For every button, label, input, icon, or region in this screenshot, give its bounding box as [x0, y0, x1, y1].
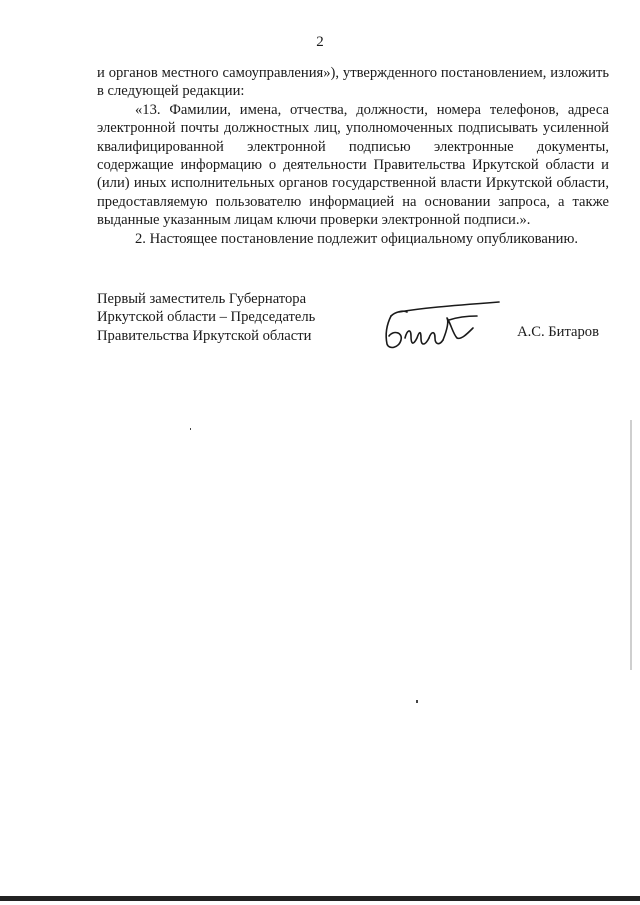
signer-title-line: Иркутской области – Председатель [97, 309, 316, 326]
scan-bottom-edge [0, 896, 640, 901]
paragraph-continuation: и органов местного самоуправления»), утвержденного постановлением, изложить в следующей редакции: [97, 65, 609, 100]
handwritten-signature [377, 294, 507, 354]
signer-title-line: Правительства Иркутской области [97, 327, 312, 344]
scan-edge-shadow [630, 420, 632, 670]
signer-name: А.С. Битаров [517, 324, 599, 340]
paragraph-publication: 2. Настоящее постановление подлежит официальному опубликованию. [135, 230, 579, 247]
scan-speck [190, 428, 191, 430]
signer-title-line: Первый заместитель Губернатора [97, 291, 307, 307]
page-number: 2 [316, 34, 324, 50]
signature-block [97, 290, 609, 360]
paragraph-item-13: «13. Фамилии, имена, отчества, должности, номера телефонов, адреса электронной почты должностных лиц, уполномоченных подписывать усиленной квалифицированной электронной подписью электронные документы, содержащие информацию о деятельности Правительства Иркутской области и (или) иных исполнительных органов государственной власти Иркутской области, предоставляемую пользователю информацией на основании запроса, а также выданные указанным лицам ключи проверки электронной подписи.». [97, 101, 609, 229]
signer-title [97, 290, 315, 345]
document-body [97, 64, 609, 248]
scan-speck [416, 700, 418, 703]
